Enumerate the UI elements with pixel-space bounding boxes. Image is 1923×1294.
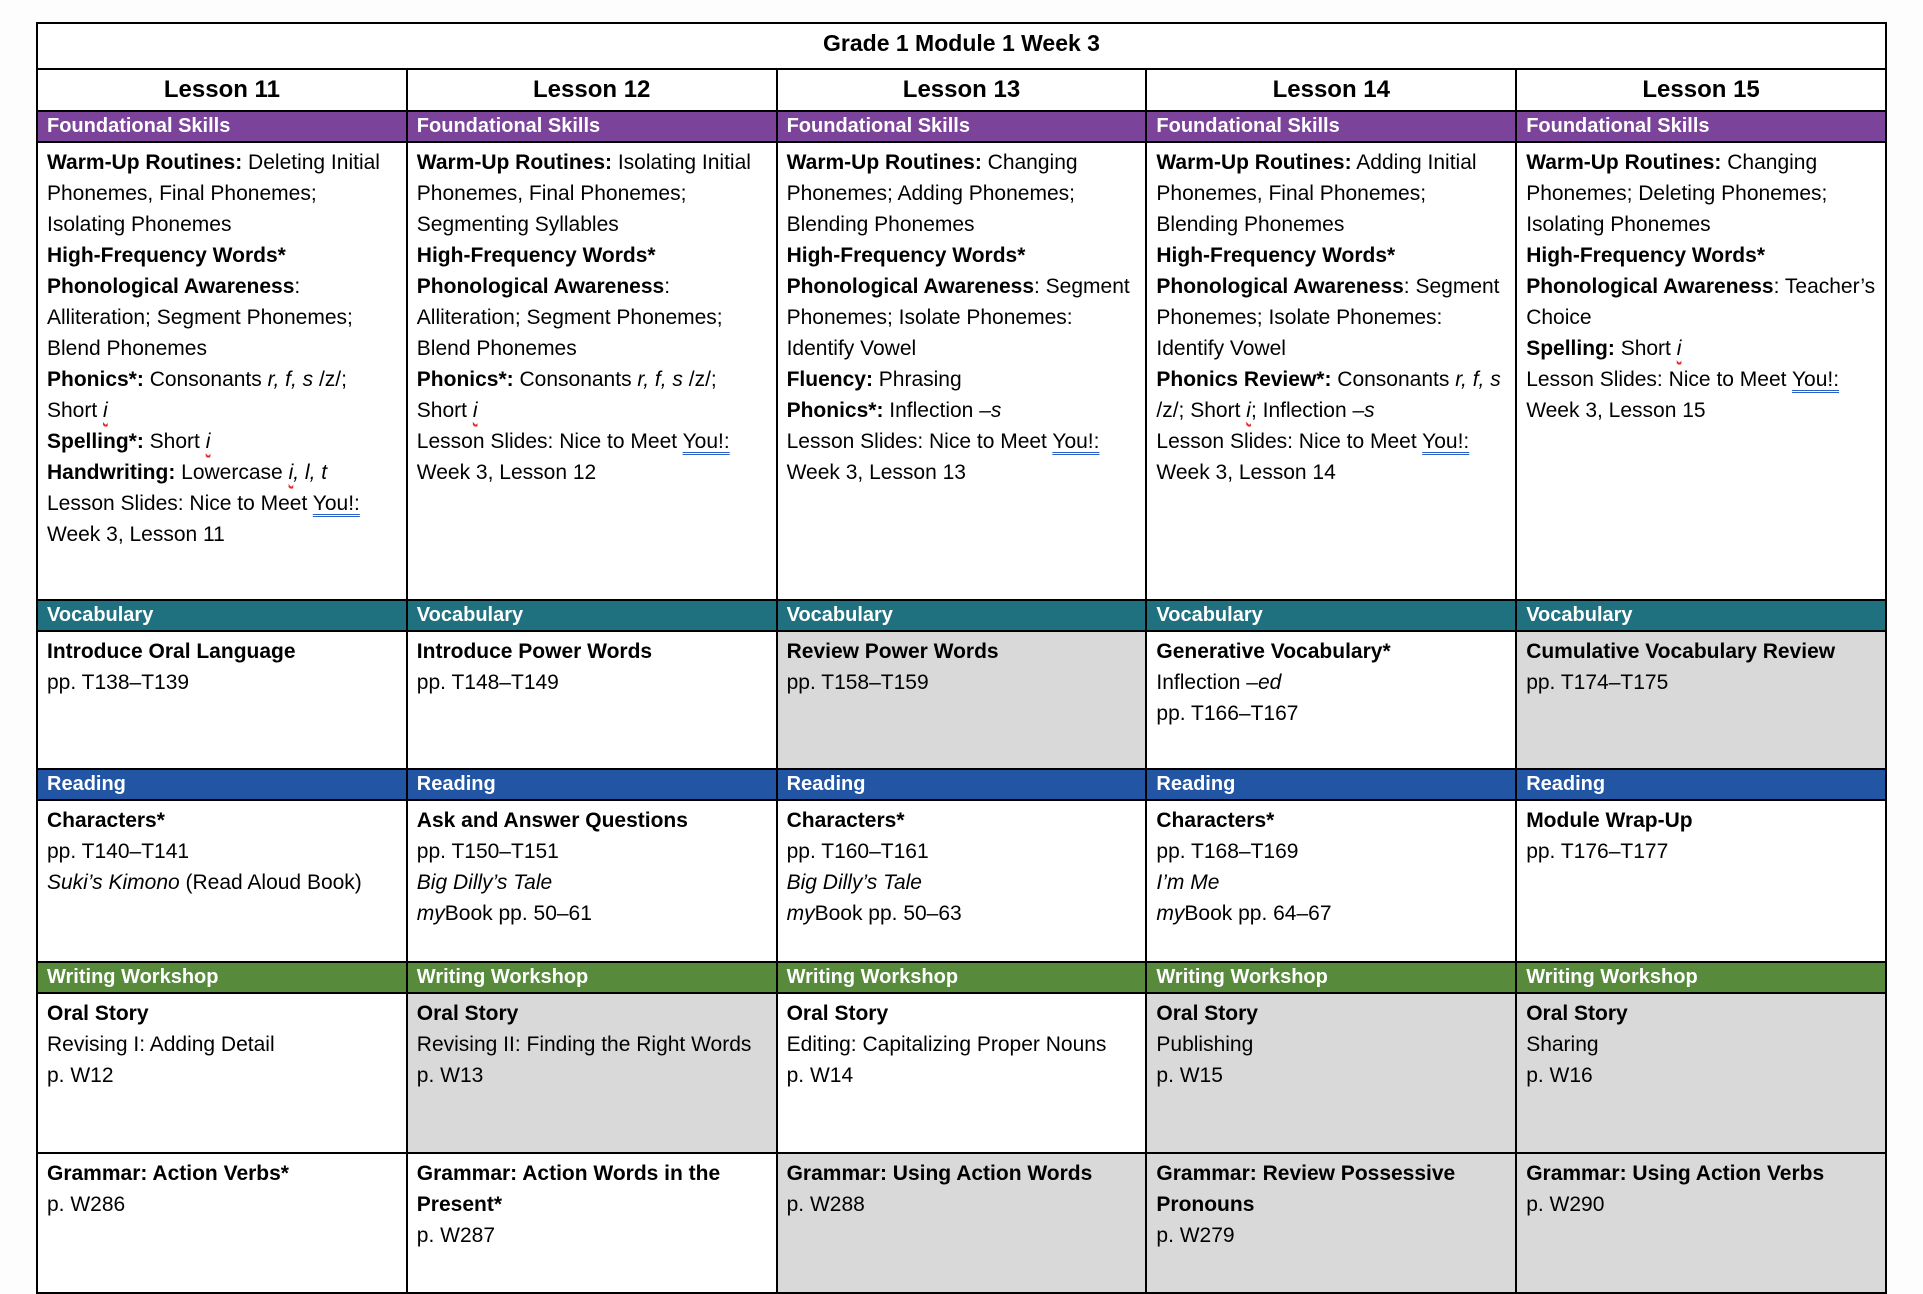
reading-header: Reading [407,769,777,800]
text-line: Revising II: Finding the Right Words [416,1033,752,1056]
text-line: Oral Story [1156,1002,1258,1025]
foundational-skills-header: Foundational Skills [407,111,777,142]
text-line: p. W13 [416,1064,484,1087]
reading-content-row [37,800,1886,962]
foundational-cell-lesson-15 [1516,142,1886,600]
text-line: pp. T150–T151 [416,840,559,863]
text-line: p. W286 [47,1193,126,1216]
oral-story-cell-lesson-13 [777,993,1147,1153]
text-line: Warm-Up Routines: Changing Phonemes; Deleting Phonemes; Isolating Phonemes [1526,151,1828,236]
text-line: Generative Vocabulary* [1156,640,1391,663]
grammar-cell-lesson-12 [407,1153,777,1293]
foundational-skills-content-row [37,142,1886,600]
text-line: pp. T176–T177 [1526,840,1669,863]
text-line: Phonological Awareness: Teacher’s Choice [1526,275,1876,329]
text-line: Module Wrap-Up [1526,809,1693,832]
lesson-plan-table [36,22,1887,1294]
text-line: Phonics Review*: Consonants r, f, s /z/; Short i; Inflection –s [1156,368,1501,422]
text-line: Phonological Awareness: Alliteration; Segment Phonemes; Blend Phonemes [47,275,353,360]
text-line: Warm-Up Routines: Deleting Initial Phonemes, Final Phonemes; Isolating Phonemes [47,151,380,236]
grammar-cell-lesson-13 [777,1153,1147,1293]
grammar-cell-lesson-15 [1516,1153,1886,1293]
reading-cell-lesson-13 [777,800,1147,962]
writing-workshop-header-row [37,962,1886,993]
text-line: Grammar: Action Words in the Present* [416,1162,721,1216]
text-line: pp. T148–T149 [416,671,559,694]
text-line: Oral Story [47,1002,149,1025]
vocabulary-cell-lesson-13 [777,631,1147,769]
text-line: Big Dilly’s Tale [416,871,553,894]
oral-story-cell-lesson-15 [1516,993,1886,1153]
text-line: Publishing [1156,1033,1254,1056]
vocabulary-header: Vocabulary [1516,600,1886,631]
column-header-lesson-13: Lesson 13 [777,69,1147,111]
text-line: pp. T140–T141 [47,840,190,863]
foundational-cell-lesson-14 [1146,142,1516,600]
writing-workshop-header: Writing Workshop [37,962,407,993]
text-line: Introduce Oral Language [47,640,296,663]
text-line: Grammar: Action Verbs* [47,1162,289,1185]
text-line: Oral Story [786,1002,889,1025]
text-line: myBook pp. 50–63 [786,902,962,925]
writing-workshop-header: Writing Workshop [1146,962,1516,993]
text-line: Phonics*: Inflection –s [786,399,1002,422]
text-line: High-Frequency Words* [47,244,286,267]
text-line: p. W16 [1526,1064,1593,1087]
title-row [37,23,1886,69]
text-line: Ask and Answer Questions [416,809,688,832]
text-line: Oral Story [416,1002,519,1025]
vocabulary-cell-lesson-15 [1516,631,1886,769]
text-line: pp. T166–T167 [1156,702,1299,725]
text-line: p. W279 [1156,1224,1235,1247]
grammar-content-row [37,1153,1886,1293]
text-line: Grammar: Using Action Words [786,1162,1093,1185]
reading-header: Reading [1516,769,1886,800]
text-line: pp. T158–T159 [786,671,929,694]
text-line: pp. T174–T175 [1526,671,1669,694]
reading-header: Reading [1146,769,1516,800]
text-line: Cumulative Vocabulary Review [1526,640,1836,663]
text-line: High-Frequency Words* [1526,244,1765,267]
oral-story-cell-lesson-11 [37,993,407,1153]
text-line: p. W287 [416,1224,496,1247]
text-line: Sharing [1526,1033,1599,1056]
text-line: Big Dilly’s Tale [786,871,922,894]
reading-cell-lesson-12 [407,800,777,962]
foundational-skills-header: Foundational Skills [777,111,1147,142]
text-line: Phonological Awareness: Segment Phonemes; Isolate Phonemes: Identify Vowel [786,275,1130,360]
oral-story-cell-lesson-12 [407,993,777,1153]
oral-story-cell-lesson-14 [1146,993,1516,1153]
text-line: pp. T160–T161 [786,840,929,863]
text-line: Warm-Up Routines: Isolating Initial Phonemes, Final Phonemes; Segmenting Syllables [416,151,751,236]
reading-cell-lesson-11 [37,800,407,962]
text-line: Phonics*: Consonants r, f, s /z/; Short i [47,368,347,422]
writing-workshop-header: Writing Workshop [1516,962,1886,993]
vocabulary-header-row [37,600,1886,631]
vocabulary-header: Vocabulary [1146,600,1516,631]
text-line: pp. T138–T139 [47,671,190,694]
grammar-cell-lesson-14 [1146,1153,1516,1293]
text-line: myBook pp. 50–61 [416,902,592,925]
foundational-skills-header: Foundational Skills [1516,111,1886,142]
text-line: High-Frequency Words* [416,244,656,267]
vocabulary-content-row [37,631,1886,769]
text-line: Phonics*: Consonants r, f, s /z/; Short i [416,368,717,422]
reading-header: Reading [777,769,1147,800]
vocabulary-header: Vocabulary [407,600,777,631]
vocabulary-cell-lesson-14 [1146,631,1516,769]
text-line: p. W14 [786,1064,854,1087]
text-line: Handwriting: Lowercase i, l, t [47,461,328,484]
text-line: Fluency: Phrasing [786,368,962,391]
text-line: Oral Story [1526,1002,1628,1025]
foundational-skills-header-row [37,111,1886,142]
oral-story-content-row [37,993,1886,1153]
text-line: Grammar: Review Possessive Pronouns [1156,1162,1456,1216]
text-line: Revising I: Adding Detail [47,1033,275,1056]
text-line: pp. T168–T169 [1156,840,1299,863]
column-header-lesson-12: Lesson 12 [407,69,777,111]
writing-workshop-header: Writing Workshop [407,962,777,993]
grammar-cell-lesson-11 [37,1153,407,1293]
page-title: Grade 1 Module 1 Week 3 [37,23,1886,69]
foundational-cell-lesson-13 [777,142,1147,600]
text-line: p. W15 [1156,1064,1223,1087]
text-line: Spelling*: Short i [47,430,211,453]
reading-header-row [37,769,1886,800]
text-line: I’m Me [1156,871,1220,894]
column-header-lesson-14: Lesson 14 [1146,69,1516,111]
text-line: p. W290 [1526,1193,1605,1216]
vocabulary-cell-lesson-12 [407,631,777,769]
text-line: p. W288 [786,1193,865,1216]
text-line: Lesson Slides: Nice to Meet You!: Week 3, Lesson 14 [1156,430,1470,484]
text-line: High-Frequency Words* [1156,244,1396,267]
text-line: Review Power Words [786,640,999,663]
foundational-cell-lesson-11 [37,142,407,600]
text-line: Characters* [47,809,165,832]
text-line: Phonological Awareness: Alliteration; Segment Phonemes; Blend Phonemes [416,275,723,360]
vocabulary-cell-lesson-11 [37,631,407,769]
text-line: Phonological Awareness: Segment Phonemes; Isolate Phonemes: Identify Vowel [1156,275,1500,360]
column-header-lesson-15: Lesson 15 [1516,69,1886,111]
text-line: myBook pp. 64–67 [1156,902,1332,925]
text-line: Spelling: Short i [1526,337,1682,360]
text-line: Warm-Up Routines: Adding Initial Phonemes, Final Phonemes; Blending Phonemes [1156,151,1477,236]
text-line: Grammar: Using Action Verbs [1526,1162,1825,1185]
text-line: Suki’s Kimono (Read Aloud Book) [47,871,362,894]
foundational-skills-header: Foundational Skills [1146,111,1516,142]
foundational-skills-header: Foundational Skills [37,111,407,142]
text-line: Characters* [786,809,905,832]
text-line: Lesson Slides: Nice to Meet You!: Week 3, Lesson 11 [47,492,360,546]
vocabulary-header: Vocabulary [37,600,407,631]
vocabulary-header: Vocabulary [777,600,1147,631]
writing-workshop-header: Writing Workshop [777,962,1147,993]
text-line: p. W12 [47,1064,114,1087]
text-line: Warm-Up Routines: Changing Phonemes; Adding Phonemes; Blending Phonemes [786,151,1078,236]
column-header-lesson-11: Lesson 11 [37,69,407,111]
text-line: Lesson Slides: Nice to Meet You!: Week 3, Lesson 15 [1526,368,1840,422]
lesson-header-row [37,69,1886,111]
reading-cell-lesson-15 [1516,800,1886,962]
reading-header: Reading [37,769,407,800]
reading-cell-lesson-14 [1146,800,1516,962]
text-line: Editing: Capitalizing Proper Nouns [786,1033,1107,1056]
text-line: High-Frequency Words* [786,244,1026,267]
text-line: Lesson Slides: Nice to Meet You!: Week 3, Lesson 12 [416,430,730,484]
text-line: Inflection –ed [1156,671,1282,694]
text-line: Introduce Power Words [416,640,653,663]
foundational-cell-lesson-12 [407,142,777,600]
text-line: Lesson Slides: Nice to Meet You!: Week 3, Lesson 13 [786,430,1100,484]
text-line: Characters* [1156,809,1275,832]
